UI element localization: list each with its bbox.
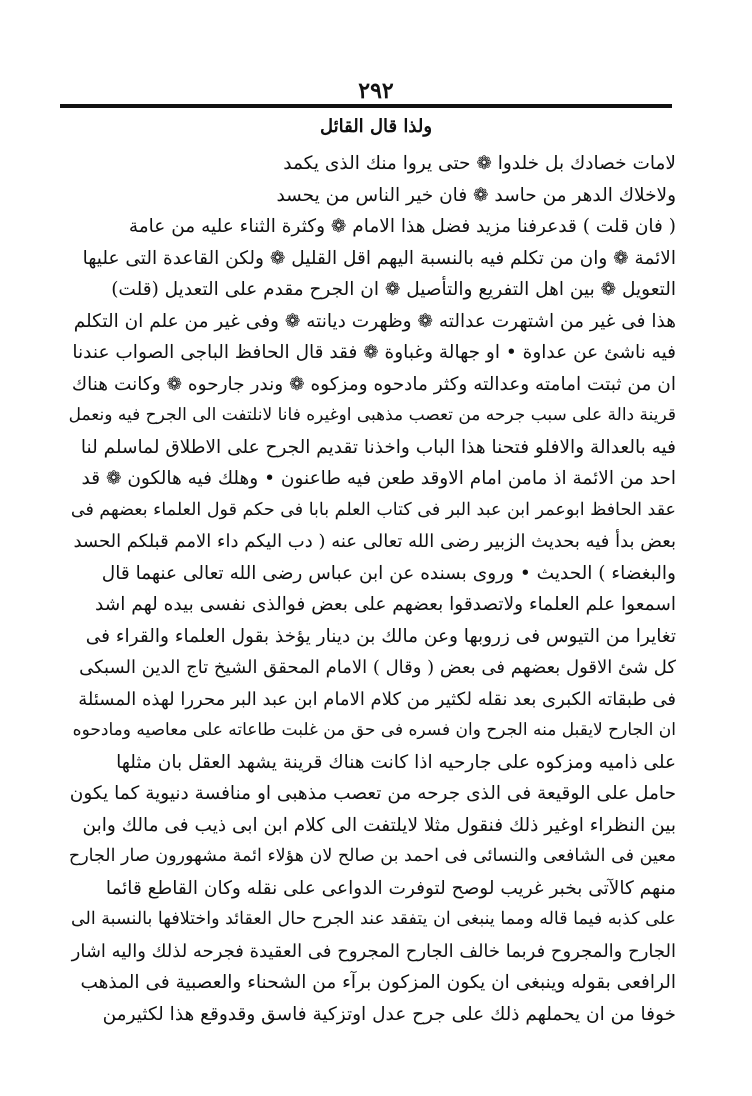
text-line: بعض بدأ فيه بحديث الزبير رضى الله تعالى عنه ( دب اليكم داء الامم قبلكم الحسد <box>73 531 676 552</box>
text-line: على ذاميه ومزكوه على جارحيه اذا كانت هناك قرينة يشهد العقل بان مثلها <box>116 751 676 773</box>
text-line: التعويل ❁ بين اهل التفريع والتأصيل ❁ ان الجرح مقدم على التعديل (قلت) <box>111 279 676 300</box>
text-line: معين فى الشافعى والنسائى فى احمد بن صالح لان هؤلاء ائمة مشهورون صار الجارح <box>68 846 676 866</box>
text-line: لامات خصادك بل خلدوا ❁ حتى يروا منك الذى يكمد <box>283 153 676 174</box>
text-line: فيه ناشئ عن عداوة • او جهالة وغباوة ❁ فقد قال الحافظ الباجى الصواب عندنا <box>72 342 676 363</box>
text-line: الائمة ❁ وان من تكلم فيه بالنسبة اليهم اقل القليل ❁ ولكن القاعدة التى عليها <box>82 247 676 269</box>
text-line: بين النظراء اوغير ذلك فنقول مثلا لايلتفت الى كلام ابن ابى ذيب فى مالك وابن <box>82 814 676 836</box>
section-heading: ولذا قال القائل <box>319 116 433 137</box>
text-line: قرينة دالة على سبب جرحه من تعصب مذهبى اوغيره فانا لانلتفت الى الجرح فيه ونعمل <box>68 405 676 425</box>
text-line: خوفا من ان يحملهم ذلك على جرح عدل اوتزكية فاسق وقدوقع هذا لكثيرمن <box>102 1003 676 1025</box>
text-line: حامل على الوقيعة فى الذى جرحه من تعصب مذهبى او منافسة دنيوية كما يكون <box>69 783 676 804</box>
text-line: احد من الائمة اذ مامن امام الاوقد طعن فيه طاعنون • وهلك فيه هالكون ❁ قد <box>81 468 676 489</box>
text-line: والبغضاء ) الحديث • وروى بسنده عن ابن عباس رضى الله تعالى عنهما قال <box>101 562 676 584</box>
text-line: منهم كالآتى بخبر غريب لوصح لتوفرت الدواعى على نقله وكان القاطع قائما <box>105 877 676 899</box>
page-number: ٢٩٢ <box>358 78 394 104</box>
text-line: على كذبه فيما قاله ومما ينبغى ان يتفقد عند الجرح حال العقائد واختلافها بالنسبة الى <box>70 909 676 929</box>
text-line: عقد الحافظ ابوعمر ابن عبد البر فى كتاب العلم بابا فى حكم قول العلماء بعضهم فى <box>70 499 676 520</box>
text-line: ولاخلاك الدهر من حاسد ❁ فان خير الناس من يحسد <box>276 184 676 206</box>
text-line: الرافعى بقوله وينبغى ان يكون المزكون برآء من الشحناء والعصبية فى المذهب <box>80 972 676 993</box>
text-line: اسمعوا علم العلماء ولاتصدقوا بعضهم على بعض فوالذى نفسى بيده لهم اشد <box>95 594 676 615</box>
text-line: الجارح والمجروح فربما خالف الجارح المجروح فى العقيدة فجرحه لذلك واليه اشار <box>71 940 676 962</box>
text-line: كل شئ الاقول بعضهم فى بعض ( وقال ) الامام المحقق الشيخ تاج الدين السبكى <box>79 657 676 678</box>
text-body <box>64 148 676 1030</box>
text-line: هذا فى غير من اشتهرت عدالته ❁ وظهرت ديانته ❁ وفى غير من علم ان التكلم <box>73 310 676 332</box>
header-rule <box>60 104 672 108</box>
text-line: فى طبقاته الكبرى بعد نقله لكثير من كلام الامام ابن عبد البر محررا لهذه المسئلة <box>78 688 676 710</box>
text-line: ( فان قلت ) قدعرفنا مزيد فضل هذا الامام ❁ وكثرة الثناء عليه من عامة <box>128 216 676 237</box>
text-line: تغايرا من التيوس فى زروبها وعن مالك بن دينار يؤخذ بقول العلماء والقراء فى <box>85 625 676 647</box>
text-line: ان الجارح لايقبل منه الجرح وان فسره فى حق من غلبت طاعاته على معاصيه ومادحوه <box>72 720 676 740</box>
text-line: ان من ثبتت امامته وعدالته وكثر مادحوه ومزكوه ❁ وندر جارحوه ❁ وكانت هناك <box>71 373 676 395</box>
text-line: فيه بالعدالة والافلو فتحنا هذا الباب واخذنا تقديم الجرح على الاطلاق لماسلم لنا <box>80 436 676 458</box>
